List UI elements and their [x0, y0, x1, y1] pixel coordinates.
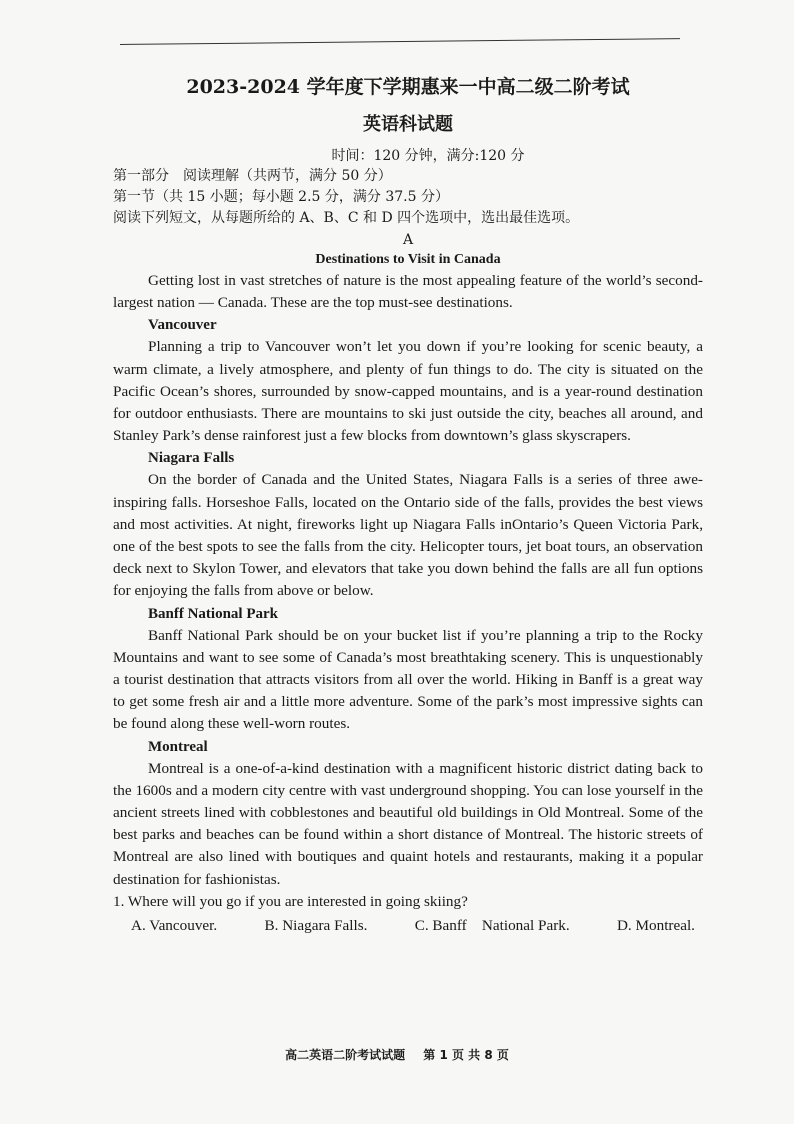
passage-intro: Getting lost in vast stretches of nature is the most appealing feature of the world’s second-largest nation — Canada. These are the top must-see destinations.: [113, 272, 703, 312]
page-footer: [0, 1046, 794, 1063]
heading-montreal: Montreal: [148, 738, 208, 755]
paragraph-vancouver: Planning a trip to Vancouver won’t let you down if you’re looking for scenic beauty, a warm climate, a lively atmosphere, and plenty of fun things to do. The city is situated on the Pacific Ocean’s shores, surrounded by snow-capped mountains, and is a year-round destination for outdoor enthusiasts. There are mountains to ski just outside the city, beaches all around, and Stanley Park’s dense rainforest just a few blocks from downtown’s glass skyscrapers.: [113, 338, 703, 445]
footer-page-info: 第 1 页 共 8 页: [423, 1048, 509, 1062]
option-b: B. Niagara Falls.: [264, 916, 368, 934]
exam-page: [113, 70, 703, 937]
time-info: 时间：120 分钟，满分:120 分: [331, 148, 525, 164]
paragraph-banff: Banff National Park should be on your bucket list if you’re planning a trip to the Rocky Mountains and want to see some of Canada’s most breathtaking scenery. This is unquestionably a tourist destination that attracts visitors from all over the world. Hiking in Banff is a great way to get some fresh air and a little more adventure. Some of the park’s most impressive sights can be found along these well-worn routes.: [113, 626, 703, 733]
paragraph-niagara-falls: On the border of Canada and the United States, Niagara Falls is a series of three awe-inspiring falls. Horseshoe Falls, located on the Ontario side of the falls, provides the best views and most activities. At night, fireworks light up Niagara Falls inOntario’s Queen Victoria Park, one of the best spots to see the falls from the city. Helicopter tours, jet boat tours, an observation deck next to Skylon Tower, and elevators that take you down behind the falls are all fun options for enjoying the falls from above or below.: [113, 471, 703, 600]
part-instruction: 第一部分 阅读理解（共两节，满分 50 分）: [113, 168, 392, 184]
exam-title: 2023-2024 学年度下学期惠来一中高二级二阶考试: [186, 76, 630, 98]
option-a: A. Vancouver.: [131, 916, 218, 934]
passage-letter: A: [402, 232, 414, 248]
passage-title: Destinations to Visit in Canada: [315, 252, 501, 267]
subject-title: 英语科试题: [363, 114, 453, 135]
top-rule: [120, 38, 680, 45]
option-c: C. Banff National Park.: [414, 916, 570, 934]
heading-vancouver: Vancouver: [148, 317, 217, 334]
heading-niagara-falls: Niagara Falls: [148, 450, 235, 467]
paragraph-montreal: Montreal is a one-of-a-kind destination with a magnificent historic district dating back to the 1600s and a modern city centre with vast underground shopping. You can lose yourself in the ancient streets lined with cobblestones and beautiful old buildings in Old Montreal. Some of the best parks and beaches can be found within a short distance of Montreal. The historic streets of Montreal are also lined with boutiques and quaint hotels and restaurants, making it a popular destination for fashionistas.: [113, 759, 703, 888]
heading-banff: Banff National Park: [148, 605, 279, 622]
answer-options: [131, 915, 695, 937]
section-instruction: 第一节（共 15 小题；每小题 2.5 分，满分 37.5 分）: [113, 189, 449, 205]
option-d: D. Montreal.: [616, 916, 695, 934]
question-stem: 1. Where will you go if you are interested in going skiing?: [113, 892, 468, 910]
footer-exam-name: 高二英语二阶考试试题: [285, 1048, 406, 1062]
directions: 阅读下列短文，从每题所给的 A、B、C 和 D 四个选项中，选出最佳选项。: [113, 210, 580, 226]
